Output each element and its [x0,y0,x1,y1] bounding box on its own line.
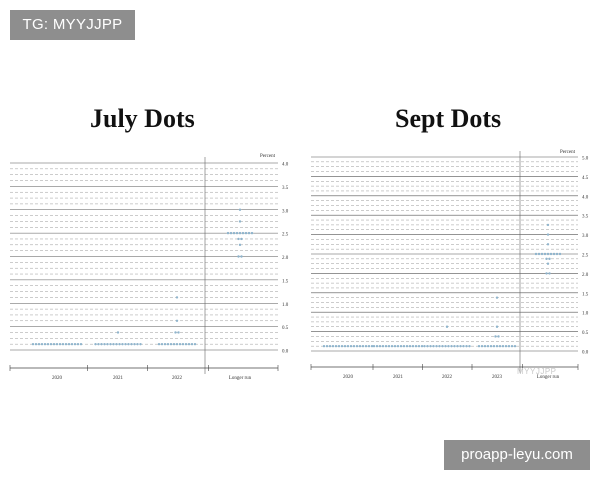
sept-dot [502,345,504,347]
july-dot [194,343,196,345]
sept-x-category-label: Longer run [536,375,560,380]
sept-dot [441,345,443,347]
july-dot [245,232,247,234]
sept-tick-label: 4.5 [582,175,589,181]
sept-dot [356,345,358,347]
sept-dot [426,345,428,347]
july-unit-label: Percent [260,154,275,159]
sept-dot [432,345,434,347]
july-dot [176,343,178,345]
july-dot [177,331,179,333]
july-dot [176,320,178,322]
sept-dot [453,345,455,347]
july-dot [74,343,76,345]
sept-dot [382,345,384,347]
sept-tick-label: 3.0 [582,234,589,240]
sept-dot [353,345,355,347]
sept-dot [547,233,549,235]
sept-tick-label: 1.5 [582,292,589,298]
july-dot [117,331,119,333]
july-dot [44,343,46,345]
july-dot [118,343,120,345]
sept-dot [497,335,499,337]
july-dot [239,232,241,234]
sept-dot [359,345,361,347]
july-dot [130,343,132,345]
july-dot [236,232,238,234]
sept-dot [496,345,498,347]
july-dot [227,232,229,234]
sept-dot [538,253,540,255]
sept-dot [444,345,446,347]
july-dot [182,343,184,345]
sept-dot [435,345,437,347]
sept-dot [335,345,337,347]
sept-x-category-label: 2022 [442,375,452,380]
sept-dot [559,253,561,255]
july-dot [230,232,232,234]
sept-dot [418,345,420,347]
july-dot [50,343,52,345]
sept-dot [379,345,381,347]
sept-dot [423,345,425,347]
july-dot [158,343,160,345]
july-tick-label: 0.5 [282,326,289,332]
sept-dot [373,345,375,347]
sept-dot [544,253,546,255]
july-tick-label: 1.0 [282,302,289,308]
july-dot [100,343,102,345]
sept-dot [553,253,555,255]
july-x-category-label: 2020 [52,376,62,381]
sept-dot [494,335,496,337]
sept-dot [344,345,346,347]
sept-dot [329,345,331,347]
site-watermark: proapp-leyu.com [444,440,590,470]
sept-dot [550,253,552,255]
july-dot [164,343,166,345]
sept-dot [487,345,489,347]
sept-dot [394,345,396,347]
july-tick-label: 1.5 [282,279,289,285]
july-dot [38,343,40,345]
sept-dot [450,345,452,347]
july-dot [179,343,181,345]
sept-dot [332,345,334,347]
july-dot [242,232,244,234]
july-dot [191,343,193,345]
sept-dot [505,345,507,347]
july-tick-label: 3.5 [282,185,289,191]
july-dot [188,343,190,345]
sept-dot [323,345,325,347]
july-dot [240,255,242,257]
july-dot [115,343,117,345]
sept-dot [478,345,480,347]
sept-dot [548,272,550,274]
sept-tick-label: 3.5 [582,214,589,220]
sept-dot [496,326,498,328]
sept-dot [388,345,390,347]
sept-dot [365,345,367,347]
july-dot [103,343,105,345]
july-dot [47,343,49,345]
sept-dot [481,345,483,347]
july-x-category-label: 2022 [172,376,182,381]
july-dot [239,244,241,246]
july-dot [139,343,141,345]
sept-dot [415,345,417,347]
sept-dot [391,345,393,347]
sept-x-category-label: 2021 [393,375,403,380]
july-dot [68,343,70,345]
sept-unit-label: Percent [560,150,575,155]
july-dot [136,343,138,345]
july-dot [161,343,163,345]
july-dot [185,343,187,345]
sept-dot [362,345,364,347]
july-dot [77,343,79,345]
sept-dot [541,253,543,255]
july-dot [121,343,123,345]
sept-dot [548,258,550,260]
sept-tick-label: 5.0 [582,156,589,162]
sept-dot [547,243,549,245]
july-dot [239,209,241,211]
july-dot [59,343,61,345]
july-dot [112,343,114,345]
sept-dot [338,345,340,347]
sept-dot [547,253,549,255]
july-dot [56,343,58,345]
sept-tick-label: 1.0 [582,311,589,317]
july-tick-label: 2.5 [282,232,289,238]
july-x-category-label: Longer run [228,376,252,381]
sept-x-category-label: 2023 [492,375,502,380]
sept-dot [347,345,349,347]
july-x-category-label: 2021 [113,376,123,381]
sept-dot [409,345,411,347]
july-dot [32,343,34,345]
sept-dot [547,224,549,226]
july-dot [94,343,96,345]
july-dot [233,232,235,234]
july-dot [127,343,129,345]
sept-dot [376,345,378,347]
sept-dot [403,345,405,347]
sept-dot [465,345,467,347]
july-dot [176,296,178,298]
july-dot [53,343,55,345]
july-dot [80,343,82,345]
july-dot [97,343,99,345]
sept-dot [368,345,370,347]
sept-dot [456,345,458,347]
sept-dot [412,345,414,347]
sept-dot [468,345,470,347]
sept-dot [496,296,498,298]
sept-dot [484,345,486,347]
sept-dot [341,345,343,347]
sept-chart-title: Sept Dots [395,104,502,133]
july-dot [251,232,253,234]
july-dot [106,343,108,345]
july-dot [237,238,239,240]
july-dot [248,232,250,234]
sept-dot [459,345,461,347]
july-dot [62,343,64,345]
july-tick-label: 0.0 [282,349,289,355]
sept-dot [438,345,440,347]
sept-dot [421,345,423,347]
july-tick-label: 2.0 [282,256,289,261]
sept-dot [499,345,501,347]
sept-dot [547,263,549,265]
tg-tag: TG: MYYJJPP [10,10,135,40]
july-dot [173,343,175,345]
sept-tick-label: 2.5 [582,253,589,259]
sept-dot [397,345,399,347]
sept-dot [446,326,448,328]
sept-dot [493,345,495,347]
july-dot [124,343,126,345]
sept-dot [385,345,387,347]
sept-dot [350,345,352,347]
sept-dot [406,345,408,347]
july-dot [35,343,37,345]
july-dot [174,331,176,333]
july-tick-label: 4.0 [282,162,289,168]
sept-dot [490,345,492,347]
sept-dot [400,345,402,347]
sept-dot [429,345,431,347]
july-dot [167,343,169,345]
sept-dot [535,253,537,255]
july-dot [240,238,242,240]
sept-dot [514,345,516,347]
faint-watermark: MYYJJPP [517,367,557,376]
july-dot [237,255,239,257]
july-dot [239,220,241,222]
sept-dot [511,345,513,347]
july-dot [109,343,111,345]
july-dot [71,343,73,345]
sept-tick-label: 0.0 [582,350,589,356]
sept-dot [545,272,547,274]
sept-tick-label: 2.0 [582,272,589,278]
sept-dot [545,258,547,260]
july-dot [170,343,172,345]
sept-dot [556,253,558,255]
july-tick-label: 3.0 [282,209,289,215]
sept-dot [447,345,449,347]
sept-dot [462,345,464,347]
july-dot [133,343,135,345]
july-dot [41,343,43,345]
sept-tick-label: 4.0 [582,195,589,201]
sept-tick-label: 0.5 [582,331,589,337]
sept-dot [326,345,328,347]
july-dot [65,343,67,345]
sept-dot [508,345,510,347]
july-chart-title: July Dots [90,104,195,133]
sept-x-category-label: 2020 [343,375,353,380]
